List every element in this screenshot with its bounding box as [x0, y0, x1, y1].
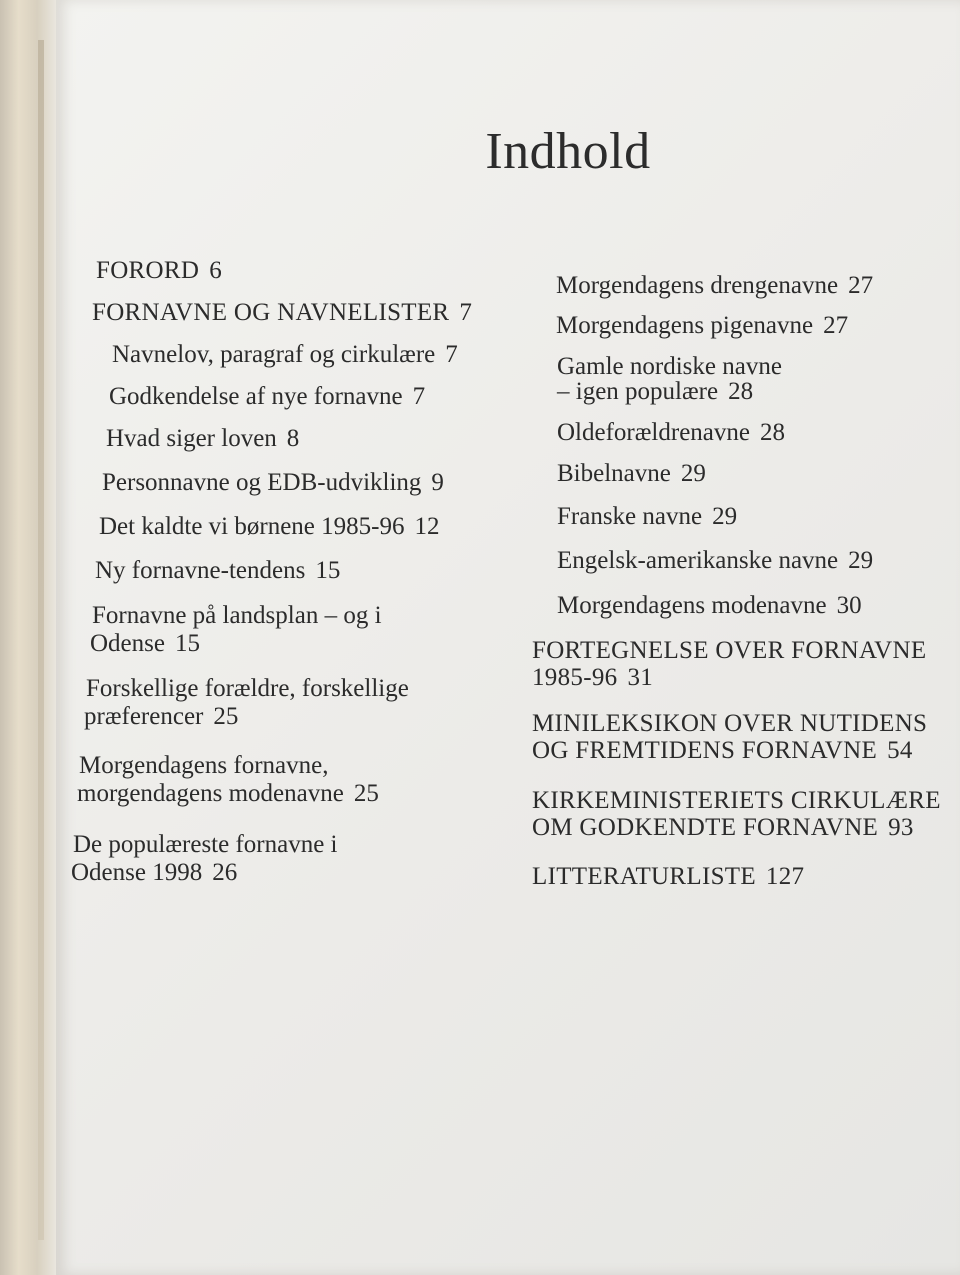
toc-entry-title: Morgendagens drengenavne: [556, 272, 839, 299]
toc-entry-page: 28: [759, 419, 785, 446]
toc-entry: [557, 504, 737, 529]
toc-entry-title: Morgendagens modenavne: [557, 592, 827, 619]
toc-entry: [79, 753, 379, 806]
toc-entry-title-cont: Odense 1998: [71, 859, 203, 886]
toc-entry: [106, 426, 299, 451]
toc-entry: [556, 273, 873, 298]
toc-entry-page: 15: [315, 557, 341, 584]
toc-entry-title: Morgendagens fornavne,: [79, 752, 329, 779]
toc-entry-title-cont: OG FREMTIDENS FORNAVNE: [532, 737, 878, 764]
toc-entry-title: FORNAVNE OG NAVNELISTER: [92, 299, 450, 326]
toc-entry-title: Personnavne og EDB-udvikling: [102, 469, 422, 496]
page-title: Indhold: [485, 123, 651, 180]
toc-entry-page: 25: [353, 780, 379, 807]
toc-entry-page: 30: [836, 592, 862, 619]
toc-entry-title: Oldeforældrenavne: [557, 419, 750, 446]
toc-entry-title: Franske navne: [557, 503, 703, 530]
toc-entry-title: FORTEGNELSE OVER FORNAVNE: [532, 637, 927, 664]
toc-entry-title: Hvad siger loven: [106, 425, 277, 452]
toc-entry-title: Engelsk-amerikanske navne: [557, 547, 839, 574]
toc-entry-page: 6: [209, 257, 223, 284]
toc-entry: [557, 593, 862, 618]
toc-entry-page: 12: [414, 513, 440, 540]
toc-entry-title: FORORD: [96, 257, 200, 284]
toc-entry-title: Morgendagens pigenavne: [556, 312, 814, 339]
toc-entry: [557, 461, 706, 486]
toc-entry-page: 27: [848, 272, 874, 299]
toc-entry: [532, 711, 927, 763]
book-spine: [0, 0, 62, 1275]
toc-entry-page: 93: [888, 814, 914, 841]
toc-entry-page: 26: [212, 859, 238, 886]
toc-entry: [92, 603, 382, 656]
toc-entry-title: LITTERATURLISTE: [532, 863, 756, 890]
toc-entry-title-cont: OM GODKENDTE FORNAVNE: [532, 814, 879, 841]
toc-entry: [102, 470, 444, 495]
toc-entry-page: 27: [823, 312, 849, 339]
toc-entry: [557, 548, 873, 573]
toc-entry: [95, 558, 340, 583]
toc-entry-page: 9: [431, 469, 444, 496]
toc-entry-page: 28: [728, 378, 754, 405]
toc-entry: [532, 638, 926, 690]
toc-entry-page: 127: [765, 863, 805, 890]
toc-entry: [96, 258, 222, 283]
toc-entry-page: 29: [680, 460, 706, 487]
toc-entry-title: MINILEKSIKON OVER NUTIDENS: [532, 710, 928, 737]
book-spine-edge: [38, 40, 44, 1240]
toc-entry-page: 25: [213, 703, 239, 730]
toc-entry-title: Fornavne på landsplan – og i: [92, 602, 382, 629]
toc-entry: [532, 788, 941, 840]
toc-entry-title-cont: Odense: [90, 630, 165, 657]
toc-entry-title: KIRKEMINISTERIETS CIRKULÆRE: [532, 787, 941, 814]
toc-entry-title: Godkendelse af nye fornavne: [109, 383, 403, 410]
toc-entry-page: 7: [445, 341, 458, 368]
toc-entry-page: 8: [286, 425, 300, 452]
toc-entry-page: 29: [712, 503, 738, 530]
toc-entry-title: Gamle nordiske navne: [557, 353, 782, 380]
toc-entry: [92, 300, 472, 325]
toc-entry: [109, 384, 425, 409]
toc-entry: [99, 514, 439, 539]
toc-entry-title: Ny fornavne-tendens: [95, 557, 306, 584]
toc-entry-page: 29: [848, 547, 874, 574]
toc-entry-title: Det kaldte vi børnene 1985-96: [99, 513, 405, 540]
toc-entry-title: Bibelnavne: [557, 460, 671, 487]
toc-entry: [557, 420, 785, 445]
toc-entry-title: Forskellige forældre, forskellige: [86, 675, 409, 702]
toc-entry-page: 31: [627, 664, 654, 691]
toc-entry-page: 15: [174, 630, 200, 657]
book-page: [56, 0, 960, 1275]
toc-entry: [532, 864, 804, 889]
toc-entry: [556, 313, 848, 338]
toc-entry: [112, 342, 458, 367]
toc-entry-title-cont: – igen populære: [557, 378, 719, 405]
toc-entry: [86, 676, 409, 729]
toc-entry-title: De populæreste fornavne i: [73, 831, 338, 858]
toc-entry-title: Navnelov, paragraf og cirkulære: [112, 341, 436, 368]
toc-entry-page: 7: [412, 383, 426, 410]
toc-entry: [73, 832, 338, 885]
toc-entry-title-cont: præferencer: [84, 703, 204, 730]
toc-entry-page: 7: [459, 299, 473, 326]
toc-entry-title-cont: morgendagens modenavne: [77, 780, 344, 807]
toc-entry-page: 54: [887, 737, 913, 764]
toc-entry-title-cont: 1985-96: [532, 664, 618, 691]
toc-entry: [557, 354, 782, 404]
